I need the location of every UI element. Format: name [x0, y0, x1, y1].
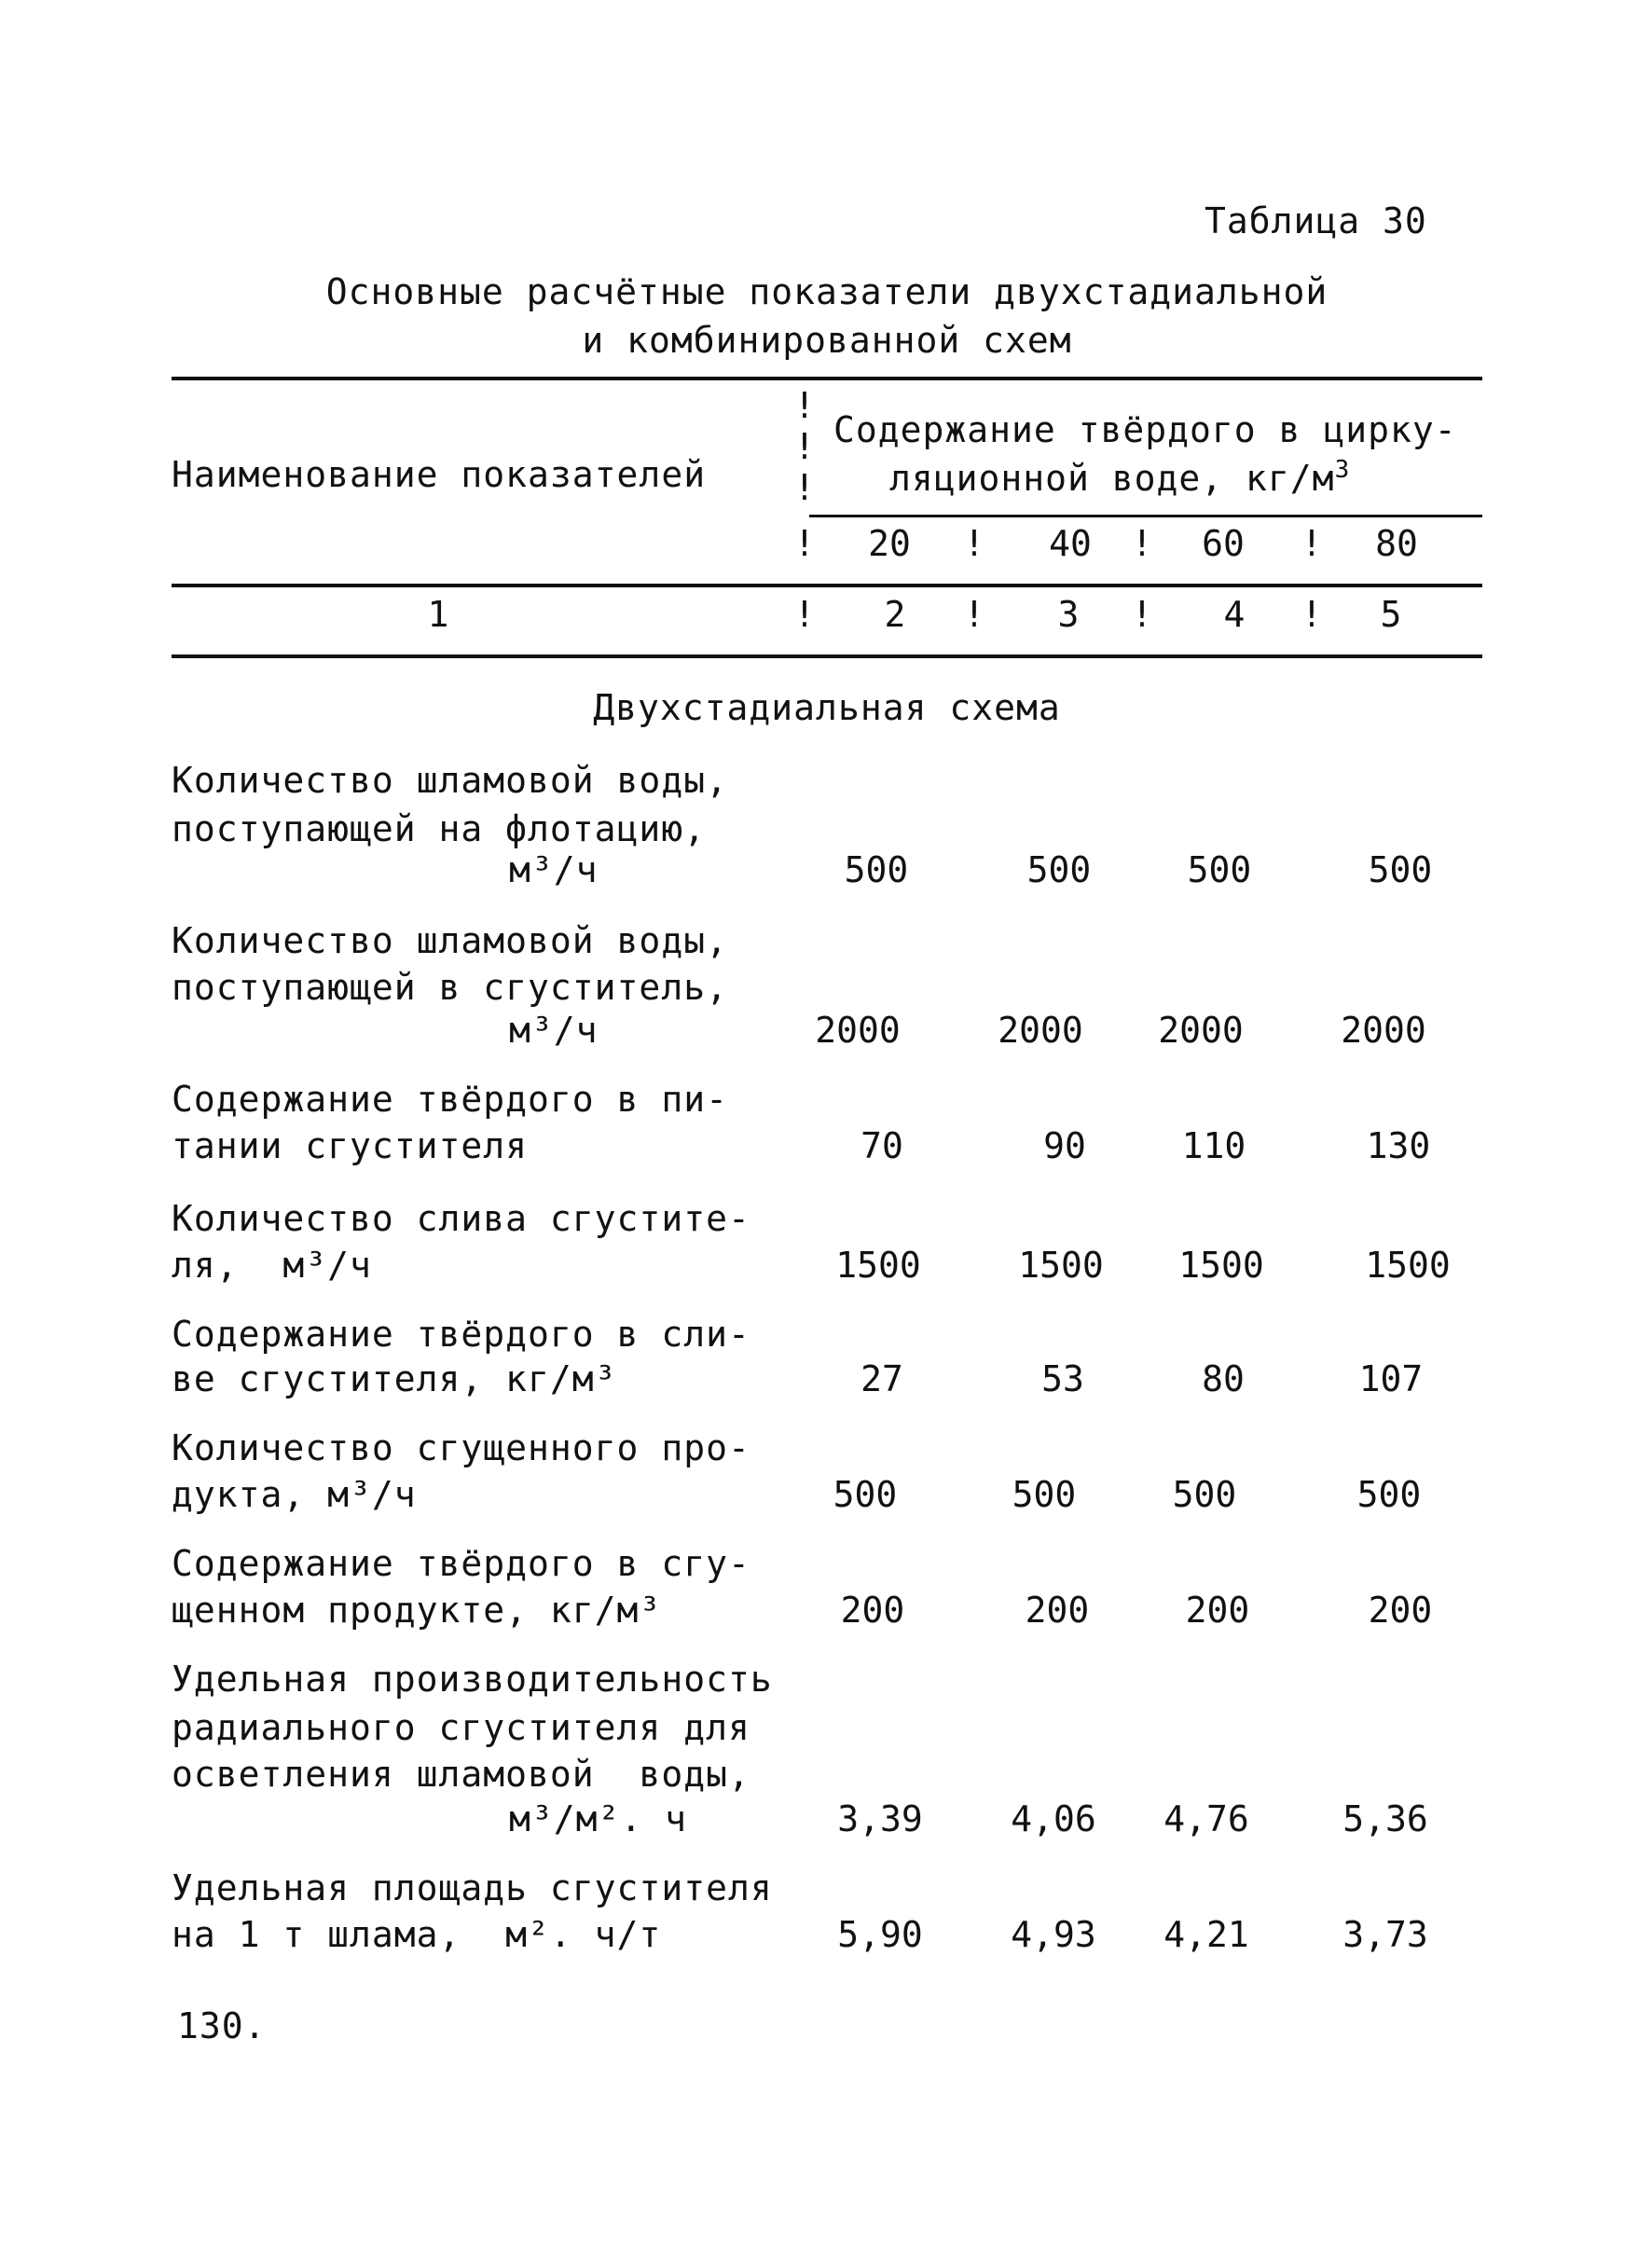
- header-separator: !: [1301, 523, 1323, 564]
- column-number-2: 2: [884, 594, 906, 635]
- row2-value-40: 2000: [998, 1010, 1083, 1051]
- row5-value-20: 27: [860, 1358, 903, 1399]
- header-separator: !: [963, 523, 985, 564]
- row9-value-20: 5,90: [837, 1914, 923, 1955]
- header-mid-rule: [172, 584, 1482, 587]
- row2-value-20: 2000: [815, 1010, 901, 1051]
- row4-value-20: 1500: [835, 1245, 921, 1286]
- row9-value-40: 4,93: [1011, 1914, 1096, 1955]
- header-separator: !: [793, 426, 816, 467]
- header-separator: !: [793, 385, 816, 426]
- row8-unit: м³/м². ч: [509, 1798, 688, 1839]
- header-separator: !: [793, 467, 816, 508]
- column-number-5: 5: [1380, 594, 1402, 635]
- row2-value-60: 2000: [1158, 1010, 1244, 1051]
- row3-label-line1: Содержание твёрдого в пи-: [172, 1079, 728, 1120]
- row4-value-40: 1500: [1018, 1245, 1104, 1286]
- header-separator: !: [793, 523, 816, 564]
- row9-value-80: 3,73: [1342, 1914, 1428, 1955]
- table-title-line2: и комбинированной схем: [582, 320, 1072, 361]
- column-number-separator: !: [1131, 594, 1153, 635]
- header-value-20: 20: [868, 523, 911, 564]
- row1-value-20: 500: [844, 849, 909, 890]
- row9-label-line2: на 1 т шлама, м². ч/т: [172, 1914, 662, 1955]
- row4-label-line1: Количество слива сгустите-: [172, 1198, 750, 1239]
- row6-value-60: 500: [1172, 1474, 1237, 1515]
- row5-label-line2: ве сгустителя, кг/м³: [172, 1358, 617, 1399]
- row8-value-80: 5,36: [1342, 1798, 1428, 1839]
- column-number-separator: !: [1301, 594, 1323, 635]
- row6-value-40: 500: [1012, 1474, 1077, 1515]
- row3-label-line2: тании сгустителя: [172, 1125, 529, 1166]
- row8-value-40: 4,06: [1011, 1798, 1096, 1839]
- header-value-40: 40: [1049, 523, 1092, 564]
- header-group-rule: [809, 515, 1482, 517]
- row8-value-60: 4,76: [1163, 1798, 1249, 1839]
- row1-unit: м³/ч: [509, 849, 599, 890]
- row1-label-line2: поступающей на флотацию,: [172, 808, 707, 849]
- row3-value-80: 130: [1366, 1125, 1431, 1166]
- row8-value-20: 3,39: [837, 1798, 923, 1839]
- row7-label-line2: щенном продукте, кг/м³: [172, 1590, 662, 1631]
- column-number-3: 3: [1057, 594, 1080, 635]
- row2-value-80: 2000: [1341, 1010, 1426, 1051]
- row5-label-line1: Содержание твёрдого в сли-: [172, 1314, 750, 1355]
- column-number-separator: !: [963, 594, 985, 635]
- section-title: Двухстадиальная схема: [593, 687, 1061, 728]
- header-bottom-rule: [172, 654, 1482, 658]
- row1-value-40: 500: [1026, 849, 1092, 890]
- row5-value-40: 53: [1041, 1358, 1084, 1399]
- row4-value-80: 1500: [1365, 1245, 1451, 1286]
- header-top-rule: [172, 377, 1482, 380]
- row5-value-80: 107: [1358, 1358, 1424, 1399]
- row2-label-line2: поступающей в сгуститель,: [172, 967, 728, 1008]
- row7-value-40: 200: [1025, 1590, 1090, 1631]
- row7-value-80: 200: [1368, 1590, 1433, 1631]
- row7-value-20: 200: [840, 1590, 905, 1631]
- header-separator: !: [1131, 523, 1153, 564]
- row9-value-60: 4,21: [1163, 1914, 1249, 1955]
- column-number-1: 1: [427, 594, 449, 635]
- row1-value-60: 500: [1187, 849, 1252, 890]
- table-label: Таблица 30: [1205, 200, 1427, 241]
- row6-label-line1: Количество сгущенного про-: [172, 1427, 750, 1468]
- row6-value-80: 500: [1356, 1474, 1422, 1515]
- row6-value-20: 500: [833, 1474, 898, 1515]
- row4-label-line2: ля, м³/ч: [172, 1245, 372, 1286]
- column-number-separator: !: [793, 594, 816, 635]
- table-title-line1: Основные расчётные показатели двухстадиальной: [325, 271, 1328, 312]
- column-number-4: 4: [1223, 594, 1246, 635]
- header-group-line2-text: ляционной воде, кг/м: [889, 458, 1335, 499]
- row8-label-line2: радиального сгустителя для: [172, 1707, 750, 1748]
- row3-value-40: 90: [1043, 1125, 1086, 1166]
- row8-label-line3: осветления шламовой воды,: [172, 1754, 750, 1795]
- header-value-60: 60: [1202, 523, 1245, 564]
- row3-value-20: 70: [860, 1125, 903, 1166]
- row8-label-line1: Удельная производительность: [172, 1659, 773, 1700]
- row1-label-line1: Количество шламовой воды,: [172, 760, 728, 801]
- row9-label-line1: Удельная площадь сгустителя: [172, 1867, 773, 1908]
- header-value-80: 80: [1375, 523, 1418, 564]
- header-group-line2: [889, 457, 1350, 500]
- header-group-sup: 3: [1334, 456, 1351, 484]
- row4-value-60: 1500: [1178, 1245, 1264, 1286]
- header-group-line1: Содержание твёрдого в цирку-: [833, 409, 1457, 450]
- row1-value-80: 500: [1368, 849, 1433, 890]
- row5-value-60: 80: [1202, 1358, 1245, 1399]
- header-col-name: Наименование показателей: [172, 454, 707, 495]
- row7-label-line1: Содержание твёрдого в сгу-: [172, 1543, 750, 1584]
- row7-value-60: 200: [1185, 1590, 1250, 1631]
- row2-label-line1: Количество шламовой воды,: [172, 920, 728, 961]
- row2-unit: м³/ч: [509, 1010, 599, 1051]
- row3-value-60: 110: [1181, 1125, 1246, 1166]
- row6-label-line2: дукта, м³/ч: [172, 1474, 417, 1515]
- page-number: 130.: [177, 2005, 267, 2046]
